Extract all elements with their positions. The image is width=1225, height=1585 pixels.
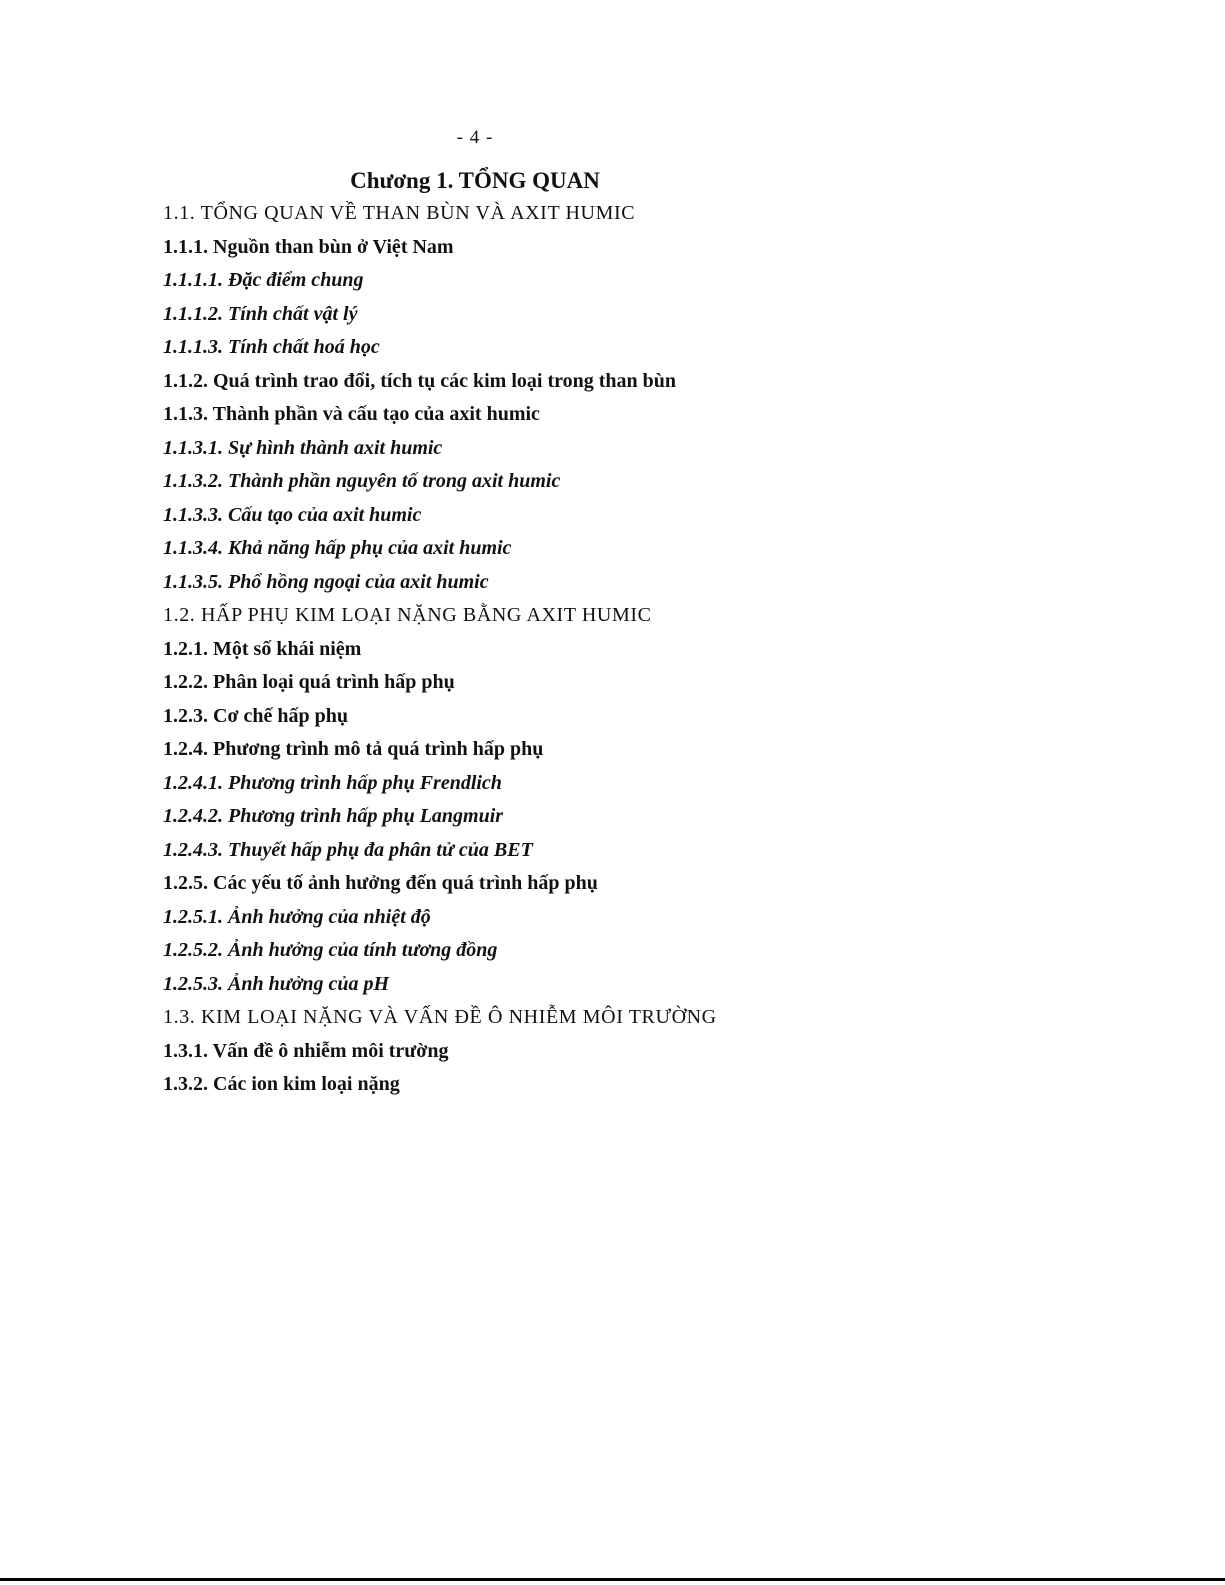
footer-rule	[0, 1578, 1225, 1581]
toc-entry: 1.2.3. Cơ chế hấp phụ	[163, 704, 349, 727]
toc-entry: 1.1.1.2. Tính chất vật lý	[163, 302, 358, 325]
toc-entry: 1.2.4.3. Thuyết hấp phụ đa phân tử của BET	[163, 838, 533, 861]
toc-entry: 1.1. TỔNG QUAN VỀ THAN BÙN VÀ AXIT HUMIC	[163, 202, 636, 224]
toc-entry: 1.2.5. Các yếu tố ảnh hưởng đến quá trình hấp phụ	[163, 872, 598, 894]
toc-entry: 1.2.4. Phương trình mô tả quá trình hấp phụ	[163, 738, 544, 760]
toc-entry: 1.1.1.1. Đặc điểm chung	[163, 269, 364, 291]
toc-entry: 1.1.2. Quá trình trao đổi, tích tụ các kim loại trong than bùn	[163, 369, 677, 392]
toc-entry: 1.1.3.1. Sự hình thành axit humic	[163, 436, 443, 459]
toc-entry: 1.2.5.3. Ảnh hưởng của pH	[163, 972, 390, 995]
toc-entry: 1.2.5.1. Ảnh hưởng của nhiệt độ	[163, 905, 431, 928]
table-of-contents	[163, 197, 1063, 1102]
toc-entry: 1.3.1. Vấn đề ô nhiễm môi trường	[163, 1039, 449, 1062]
toc-entry: 1.1.3.5. Phổ hồng ngoại của axit humic	[163, 570, 489, 593]
toc-entry: 1.1.3.4. Khả năng hấp phụ của axit humic	[163, 537, 512, 559]
toc-entry: 1.1.3.3. Cấu tạo của axit humic	[163, 503, 422, 526]
toc-entry: 1.2.5.2. Ảnh hưởng của tính tương đồng	[163, 939, 498, 961]
toc-entry: 1.1.3.2. Thành phần nguyên tố trong axit humic	[163, 470, 561, 492]
toc-entry: 1.3.2. Các ion kim loại nặng	[163, 1073, 400, 1095]
toc-entry: 1.3. KIM LOẠI NẶNG VÀ VẤN ĐỀ Ô NHIỄM MÔI TRƯỜNG	[163, 1006, 717, 1028]
toc-entry: 1.2.2. Phân loại quá trình hấp phụ	[163, 671, 455, 693]
toc-entry: 1.1.1.3. Tính chất hoá học	[163, 336, 380, 358]
toc-entry: 1.2. HẤP PHỤ KIM LOẠI NẶNG BẰNG AXIT HUMIC	[163, 604, 652, 626]
toc-entry: 1.2.4.2. Phương trình hấp phụ Langmuir	[163, 805, 504, 827]
toc-entry: 1.1.1. Nguồn than bùn ở Việt Nam	[163, 235, 454, 258]
toc-entry: 1.1.3. Thành phần và cấu tạo của axit humic	[163, 403, 540, 425]
chapter-title: Chương 1. TỔNG QUAN	[350, 168, 600, 193]
toc-entry: 1.2.1. Một số khái niệm	[163, 637, 362, 660]
toc-entry: 1.2.4.1. Phương trình hấp phụ Frendlich	[163, 771, 502, 794]
page-number: - 4 -	[456, 127, 494, 148]
